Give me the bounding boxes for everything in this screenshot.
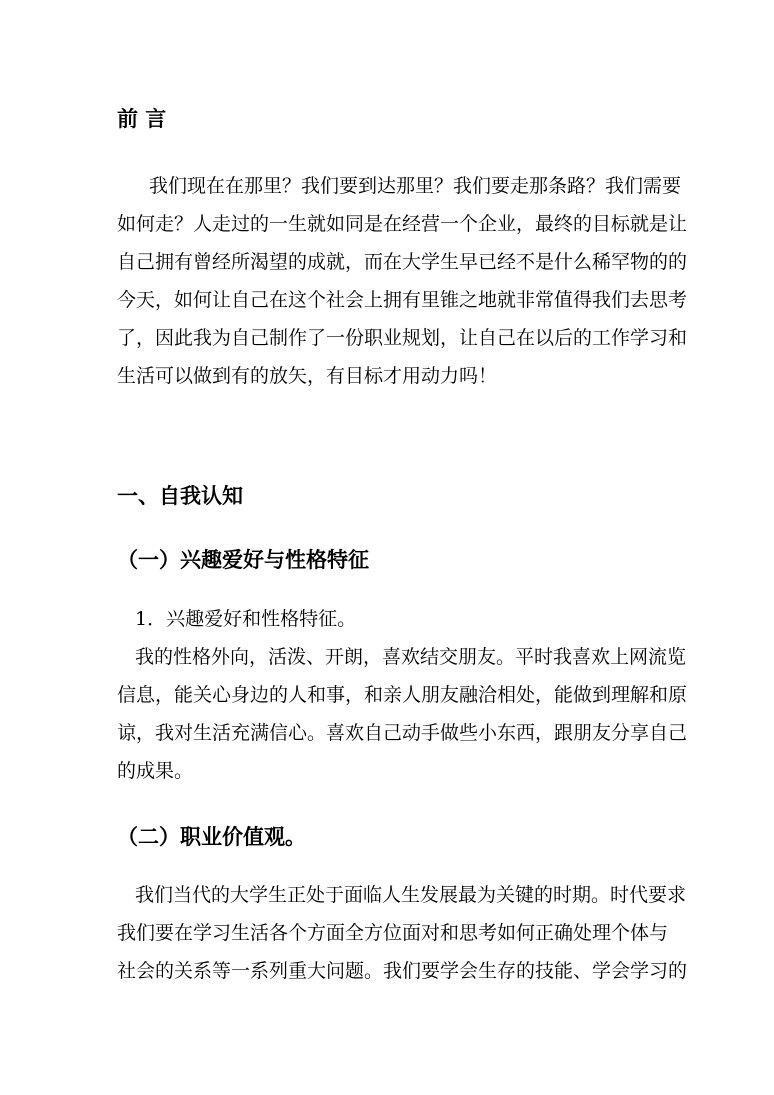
- paragraph-line: 社会的关系等一系列重大问题。我们要学会生存的技能、学会学习的: [117, 960, 688, 982]
- paragraph-line: 的成果。: [117, 760, 194, 782]
- paragraph-line: 自己拥有曾经所渴望的成就，而在大学生早已经不是什么稀罕物的的: [117, 251, 688, 273]
- paragraph-line: 信息，能关心身边的人和事，和亲人朋友融洽相处，能做到理解和原: [117, 684, 688, 706]
- paragraph-line: 如何走？人走过的一生就如同是在经营一个企业，最终的目标就是让: [117, 213, 688, 235]
- paragraph-line: 我们现在在那里？我们要到达那里？我们要走那条路？我们需要: [149, 175, 682, 197]
- subsection-title-values: （二）职业价值观。: [117, 824, 306, 849]
- section-title: 一、自我认知: [117, 483, 243, 508]
- subsection-title-interests: （一）兴趣爱好与性格特征: [117, 547, 369, 572]
- paragraph-line: 今天，如何让自己在这个社会上拥有里锥之地就非常值得我们去思考: [117, 289, 688, 311]
- interests-paragraph: [117, 600, 688, 790]
- paragraph-line: 我的性格外向，活泼、开朗，喜欢结交朋友。平时我喜欢上网流览: [135, 646, 687, 668]
- paragraph-line: 我们要在学习生活各个方面全方位面对和思考如何正确处理个体与: [117, 922, 669, 944]
- preface-paragraph: [117, 167, 688, 395]
- paragraph-line: 谅，我对生活充满信心。喜欢自己动手做些小东西，跟朋友分享自己: [117, 722, 688, 744]
- paragraph-line: 生活可以做到有的放矢，有目标才用动力吗！: [117, 365, 498, 387]
- list-item: 1．兴趣爱好和性格特征。: [135, 608, 357, 630]
- paragraph-line: 了，因此我为自己制作了一份职业规划，让自己在以后的工作学习和: [117, 327, 688, 349]
- preface-title: 前 言: [117, 106, 167, 131]
- paragraph-line: 我们当代的大学生正处于面临人生发展最为关键的时期。时代要求: [135, 884, 687, 906]
- values-paragraph: [117, 876, 688, 990]
